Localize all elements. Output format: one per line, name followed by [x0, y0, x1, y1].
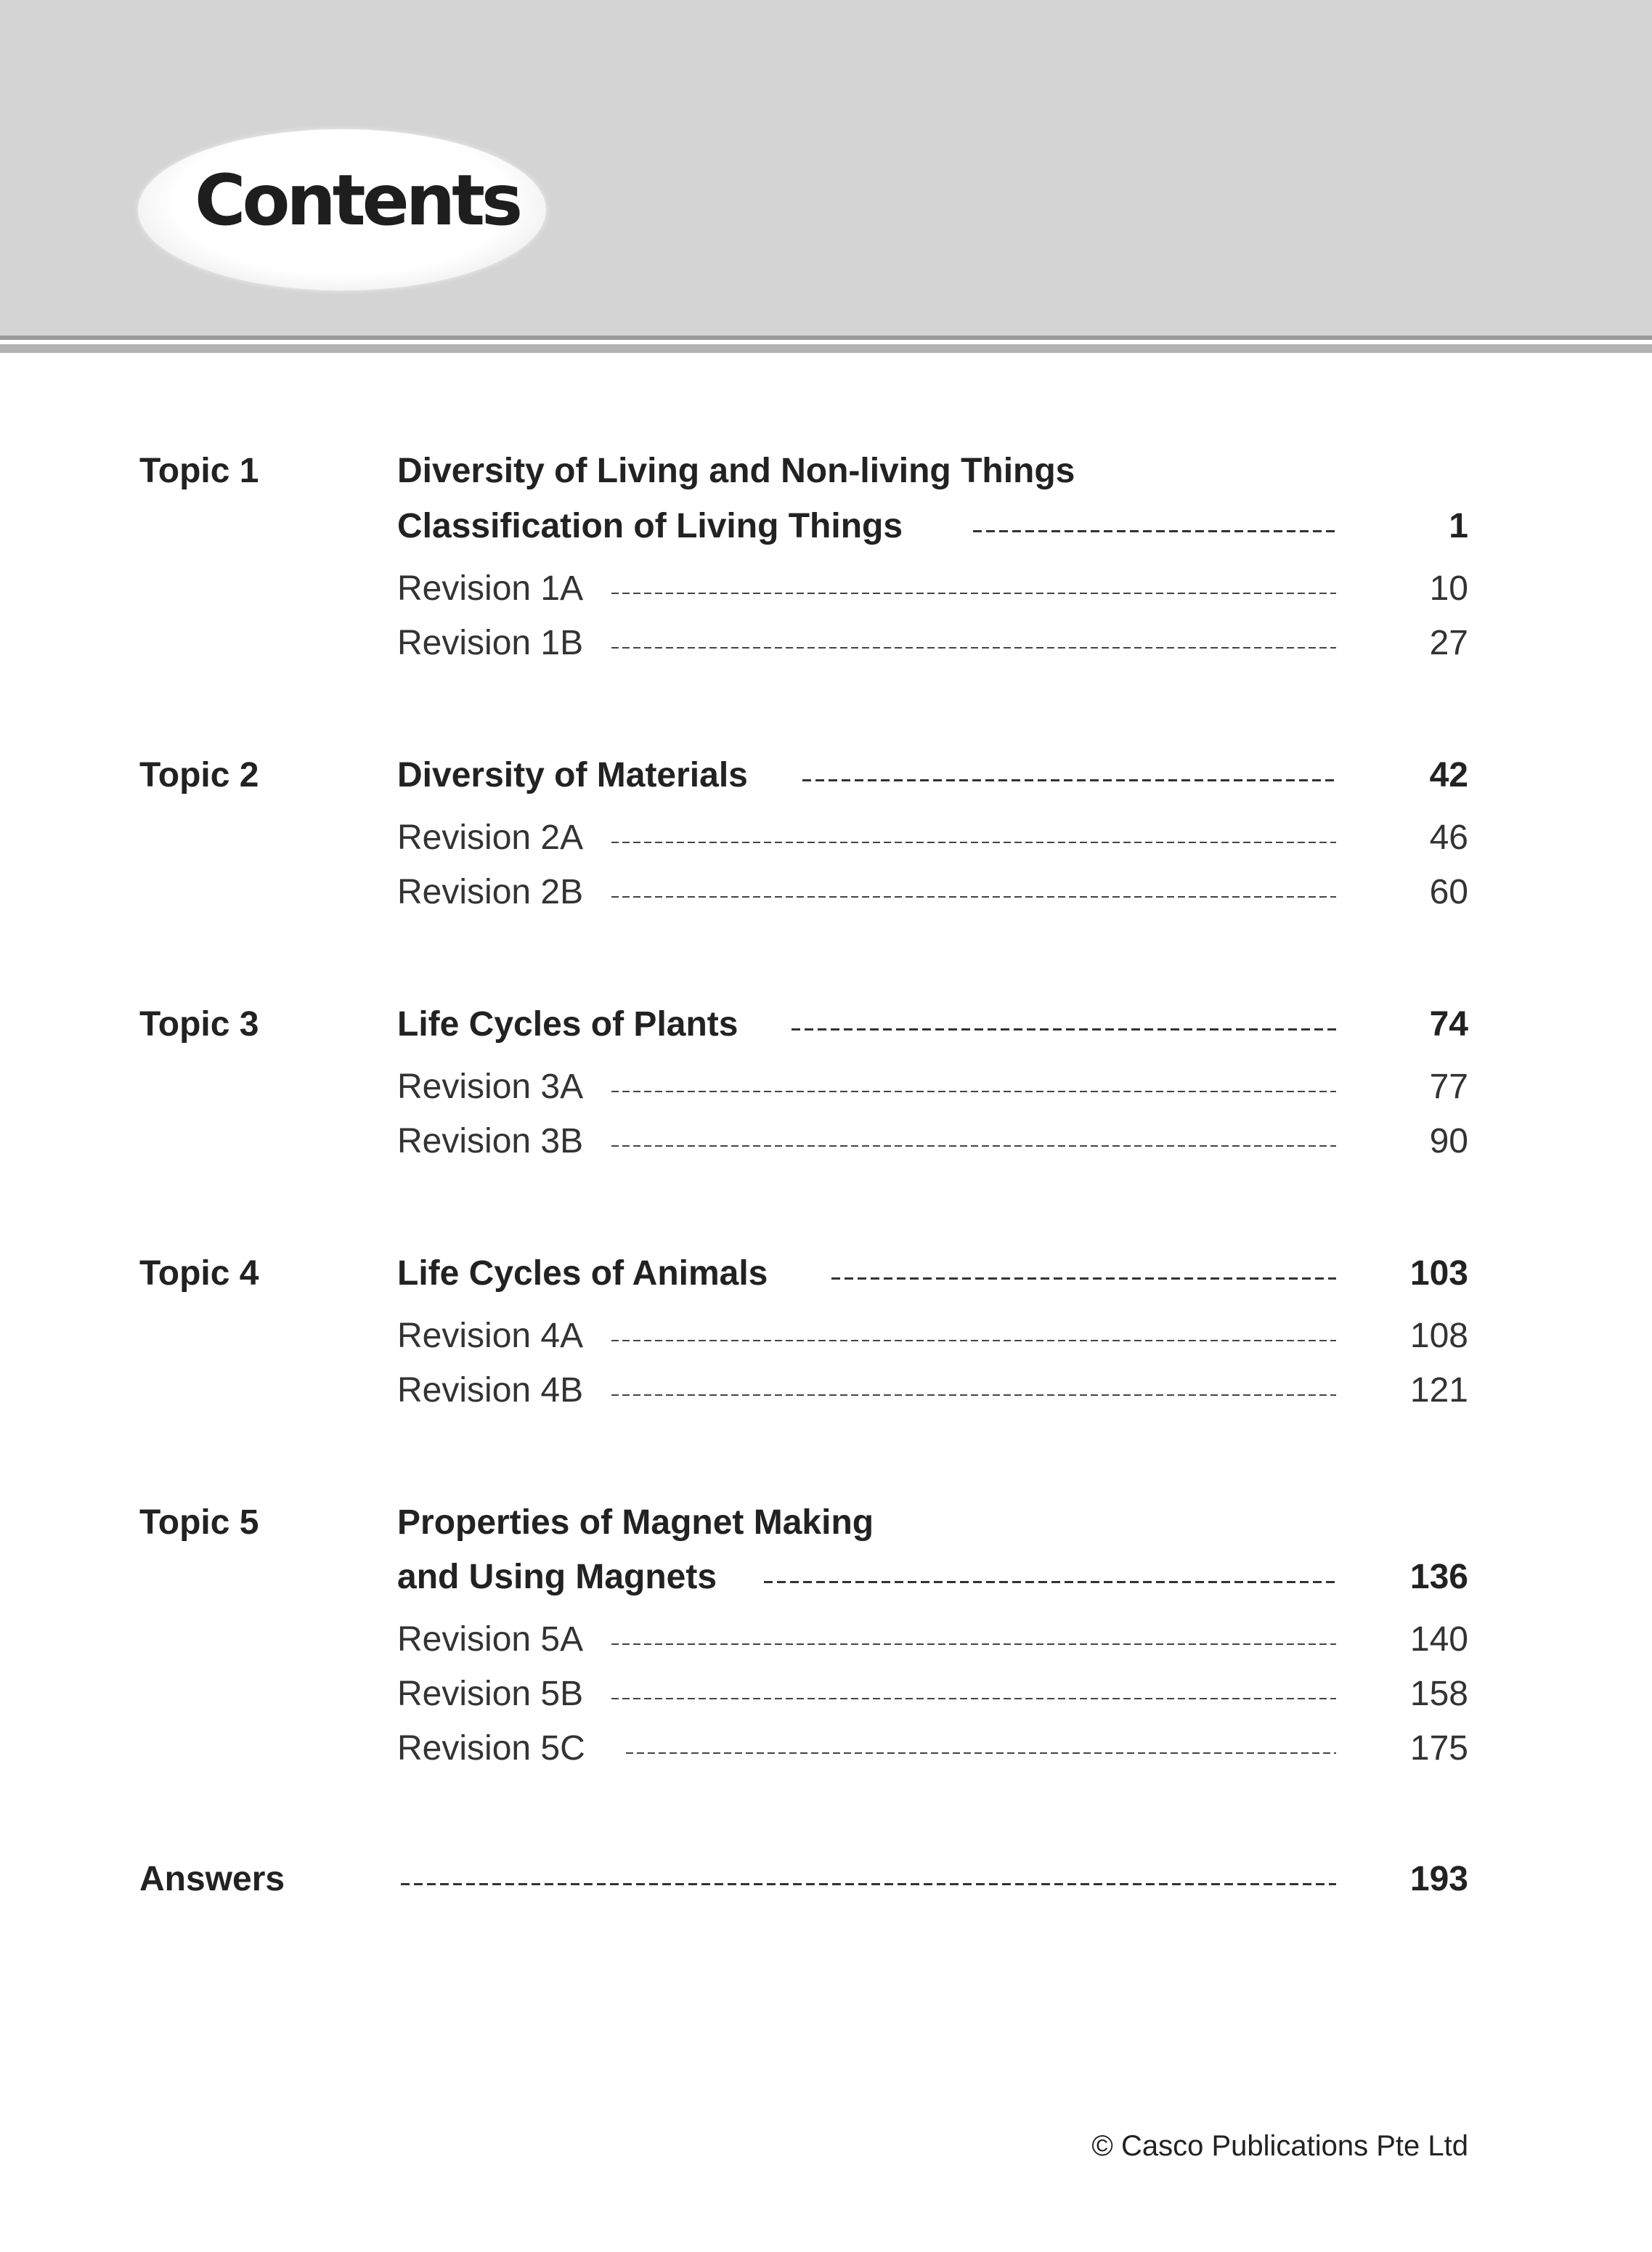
toc-topic-1-heading[interactable]	[0, 449, 1652, 494]
dotted-leader	[831, 1251, 1336, 1296]
revision-label: Revision 3B	[397, 1122, 584, 1160]
page-number: 42	[1429, 756, 1468, 794]
answers-label: Answers	[139, 1860, 285, 1898]
page-number: 158	[1409, 1675, 1468, 1713]
revision-label: Revision 3A	[397, 1068, 584, 1106]
dotted-leader	[626, 1726, 1336, 1771]
page-number: 27	[1429, 624, 1468, 662]
revision-label: Revision 1B	[397, 624, 584, 662]
page-number: 90	[1429, 1122, 1468, 1160]
toc-entry-revision-5a[interactable]	[0, 1617, 1652, 1662]
page-number: 46	[1429, 818, 1468, 857]
toc-entry-revision-5c[interactable]	[0, 1726, 1652, 1771]
toc-entry-revision-3b[interactable]	[0, 1119, 1652, 1164]
toc-entry-revision-2a[interactable]	[0, 816, 1652, 861]
topic-label: Topic 4	[139, 1254, 259, 1293]
toc-entry-topic-1[interactable]	[0, 504, 1652, 549]
toc-entry-revision-1b[interactable]	[0, 621, 1652, 666]
page-number: 1	[1449, 507, 1468, 545]
revision-label: Revision 5B	[397, 1675, 584, 1713]
dotted-leader	[973, 504, 1336, 549]
topic-label: Topic 5	[139, 1503, 259, 1542]
topic-title: Life Cycles of Plants	[397, 1005, 738, 1044]
topic-title: Life Cycles of Animals	[397, 1254, 768, 1293]
topic-title-continued: Classification of Living Things	[397, 507, 903, 545]
dotted-leader	[611, 1368, 1336, 1413]
toc-topic-5-heading[interactable]	[0, 1500, 1652, 1545]
topic-label: Topic 1	[139, 452, 259, 490]
toc-entry-topic-2[interactable]	[0, 753, 1652, 798]
dotted-leader	[611, 1119, 1336, 1164]
page-number: 60	[1429, 873, 1468, 911]
dotted-leader	[611, 1617, 1336, 1662]
revision-label: Revision 1A	[397, 569, 584, 608]
dotted-leader	[401, 1857, 1336, 1902]
revision-label: Revision 5A	[397, 1620, 584, 1659]
copyright-notice: © Casco Publications Pte Ltd	[1091, 2130, 1468, 2162]
toc-entry-revision-5b[interactable]	[0, 1672, 1652, 1717]
revision-label: Revision 4B	[397, 1371, 584, 1410]
dotted-leader	[611, 1065, 1336, 1110]
page-number: 103	[1409, 1254, 1468, 1293]
revision-label: Revision 5C	[397, 1729, 585, 1768]
toc-entry-answers[interactable]	[0, 1857, 1652, 1902]
topic-title: Diversity of Materials	[397, 756, 748, 794]
page-number: 140	[1409, 1620, 1468, 1659]
toc-entry-revision-2b[interactable]	[0, 870, 1652, 915]
page-title: Contents	[195, 160, 520, 241]
page-number: 74	[1429, 1005, 1468, 1044]
page-number: 10	[1429, 569, 1468, 608]
dotted-leader	[611, 566, 1336, 611]
toc-entry-topic-3[interactable]	[0, 1002, 1652, 1047]
revision-label: Revision 4A	[397, 1317, 584, 1355]
dotted-leader	[611, 870, 1336, 915]
topic-label: Topic 2	[139, 756, 259, 794]
header-divider-secondary	[0, 344, 1652, 353]
dotted-leader	[611, 816, 1336, 861]
toc-entry-revision-4b[interactable]	[0, 1368, 1652, 1413]
page-number: 175	[1409, 1729, 1468, 1768]
topic-title: Properties of Magnet Making	[397, 1503, 874, 1542]
revision-label: Revision 2A	[397, 818, 584, 857]
topic-title: Diversity of Living and Non-living Things	[397, 452, 1075, 490]
toc-entry-revision-3a[interactable]	[0, 1065, 1652, 1110]
toc-entry-topic-5[interactable]	[0, 1555, 1652, 1600]
page-number: 77	[1429, 1068, 1468, 1106]
topic-title-continued: and Using Magnets	[397, 1558, 717, 1596]
page-number: 108	[1409, 1317, 1468, 1355]
topic-label: Topic 3	[139, 1005, 259, 1044]
revision-label: Revision 2B	[397, 873, 584, 911]
dotted-leader	[764, 1555, 1336, 1600]
dotted-leader	[611, 1672, 1336, 1717]
page-number: 193	[1409, 1860, 1468, 1898]
dotted-leader	[802, 753, 1336, 798]
page-number: 121	[1409, 1371, 1468, 1410]
toc-entry-revision-1a[interactable]	[0, 566, 1652, 611]
page-number: 136	[1409, 1558, 1468, 1596]
toc-entry-topic-4[interactable]	[0, 1251, 1652, 1296]
dotted-leader	[792, 1002, 1336, 1047]
dotted-leader	[611, 1314, 1336, 1359]
toc-entry-revision-4a[interactable]	[0, 1314, 1652, 1359]
header-divider	[0, 336, 1652, 340]
dotted-leader	[611, 621, 1336, 666]
